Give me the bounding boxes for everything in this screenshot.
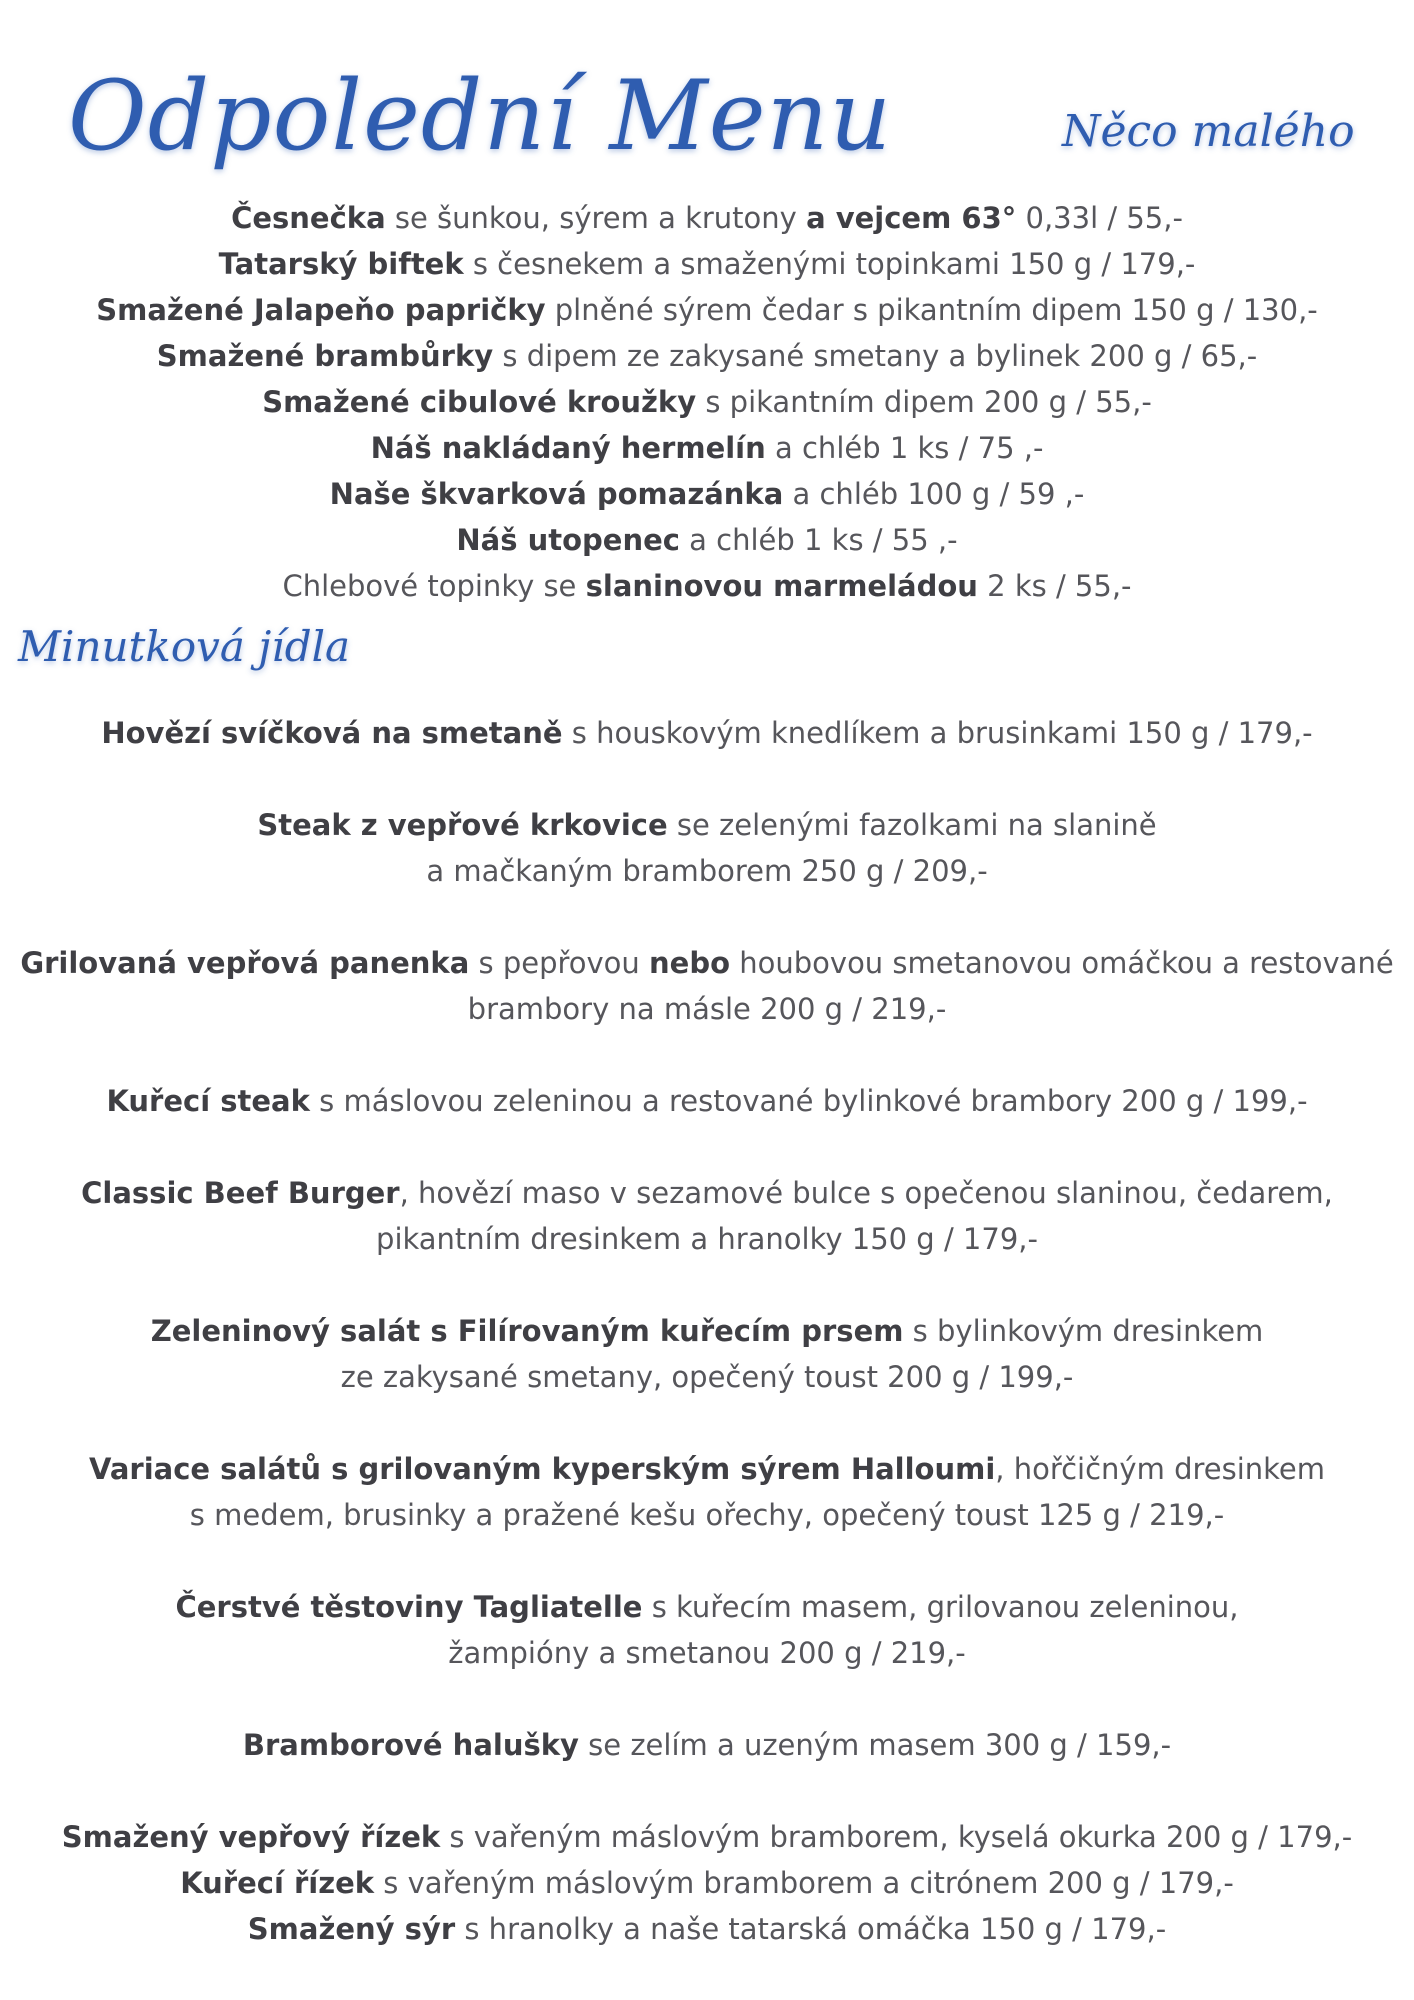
dish-description: s bylinkovým dresinkem	[903, 1314, 1264, 1348]
dish-description: s pikantním dipem 200 g / 55,-	[696, 385, 1152, 419]
quick-dish-line	[0, 1906, 1414, 1952]
dish-name: a vejcem 63°	[806, 201, 1017, 235]
dish-name: Bramborové halušky	[242, 1728, 579, 1762]
small-dish-line	[0, 333, 1414, 379]
small-dish-line	[0, 425, 1414, 471]
quick-dish-line	[0, 1630, 1414, 1676]
dish-description: s dipem ze zakysané smetany a bylinek 200 g / 65,-	[493, 339, 1258, 373]
dish-name: Smažené cibulové kroužky	[262, 385, 697, 419]
dish-description: Chlebové topinky se	[282, 569, 586, 603]
dish-description: ze zakysané smetany, opečený toust 200 g / 199,-	[340, 1360, 1074, 1394]
quick-dish-line	[0, 986, 1414, 1032]
dish-name: Tatarský biftek	[218, 247, 464, 281]
dish-description: s česnekem a smaženými topinkami 150 g / 179,-	[463, 247, 1196, 281]
dish-description: se šunkou, sýrem a krutony	[385, 201, 807, 235]
dish-description: houbovou smetanovou omáčkou a restované	[730, 946, 1394, 980]
quick-dish-line	[0, 1308, 1414, 1354]
dish-name: Hovězí svíčková na smetaně	[101, 716, 563, 750]
quick-dish-line	[0, 710, 1414, 756]
dish-description: s hranolky a naše tatarská omáčka 150 g / 179,-	[455, 1912, 1167, 1946]
quick-dish-line	[0, 1354, 1414, 1400]
dish-description: se zelenými fazolkami na slanině	[667, 808, 1157, 842]
small-dish-line	[0, 287, 1414, 333]
dish-description: 2 ks / 55,-	[977, 569, 1132, 603]
dish-description: žampióny a smetanou 200 g / 219,-	[448, 1636, 966, 1670]
quick-dish-line	[0, 1446, 1414, 1492]
dish-description: a chléb 1 ks / 75 ,-	[765, 431, 1044, 465]
small-dish-line	[0, 379, 1414, 425]
dish-description: a mačkaným bramborem 250 g / 209,-	[426, 854, 988, 888]
dish-name: Smažené brambůrky	[156, 339, 494, 373]
small-dish-line	[0, 195, 1414, 241]
dish-description: , hořčičným dresinkem	[995, 1452, 1325, 1486]
dish-description: 0,33l / 55,-	[1016, 201, 1183, 235]
dish-description: a chléb 1 ks / 55 ,-	[679, 523, 958, 557]
dish-name: Variace salátů s grilovaným kyperským sýrem Halloumi	[88, 1452, 996, 1486]
dish-description: a chléb 100 g / 59 ,-	[783, 477, 1085, 511]
dish-name: Česnečka	[231, 201, 386, 235]
small-dish-line	[0, 563, 1414, 609]
quick-dish-line	[0, 1722, 1414, 1768]
dish-name: Smažené Jalapeňo papričky	[96, 293, 546, 327]
dish-description: brambory na másle 200 g / 219,-	[467, 992, 947, 1026]
small-dish-line	[0, 471, 1414, 517]
dish-description: s pepřovou	[469, 946, 650, 980]
small-dish-line	[0, 517, 1414, 563]
quick-dish-line	[0, 1860, 1414, 1906]
dish-name: Čerstvé těstoviny Tagliatelle	[175, 1590, 643, 1624]
dish-description: s houskovým knedlíkem a brusinkami 150 g / 179,-	[562, 716, 1313, 750]
section-heading-quick-dishes: Minutková jídla	[18, 622, 351, 671]
dish-description: s medem, brusinky a pražené kešu ořechy, opečený toust 125 g / 219,-	[189, 1498, 1225, 1532]
dish-name: Smažený vepřový řízek	[61, 1820, 441, 1854]
dish-description: pikantním dresinkem a hranolky 150 g / 179,-	[376, 1222, 1038, 1256]
dish-description: s vařeným máslovým bramborem a citrónem 200 g / 179,-	[374, 1866, 1234, 1900]
quick-dish-line	[0, 1492, 1414, 1538]
dish-description: plněné sýrem čedar s pikantním dipem 150 g / 130,-	[545, 293, 1318, 327]
dish-description: se zelím a uzeným masem 300 g / 159,-	[578, 1728, 1172, 1762]
dish-name: nebo	[649, 946, 731, 980]
menu-title: Odpolední Menu	[68, 60, 893, 172]
quick-dish-line	[0, 1814, 1414, 1860]
quick-dish-line	[0, 802, 1414, 848]
quick-dish-line	[0, 1078, 1414, 1124]
dish-name: Grilovaná vepřová panenka	[20, 946, 470, 980]
section-heading-small-dishes: Něco malého	[1062, 106, 1355, 157]
small-dish-line	[0, 241, 1414, 287]
dish-name: Classic Beef Burger	[81, 1176, 400, 1210]
dish-name: Náš utopenec	[456, 523, 680, 557]
dish-name: Steak z vepřové krkovice	[257, 808, 668, 842]
dish-name: Kuřecí steak	[106, 1084, 310, 1118]
dish-name: slaninovou marmeládou	[585, 569, 978, 603]
dish-name: Naše škvarková pomazánka	[329, 477, 784, 511]
quick-dish-line	[0, 1170, 1414, 1216]
quick-dish-line	[0, 940, 1414, 986]
quick-dish-line	[0, 848, 1414, 894]
dish-description: s máslovou zeleninou a restované bylinkové brambory 200 g / 199,-	[309, 1084, 1308, 1118]
quick-dish-line	[0, 1584, 1414, 1630]
dish-name: Smažený sýr	[247, 1912, 456, 1946]
dish-description: s kuřecím masem, grilovanou zeleninou,	[642, 1590, 1239, 1624]
quick-dish-line	[0, 1216, 1414, 1262]
dish-description: s vařeným máslovým bramborem, kyselá okurka 200 g / 179,-	[440, 1820, 1353, 1854]
dish-name: Náš nakládaný hermelín	[370, 431, 766, 465]
dish-name: Zeleninový salát s Filírovaným kuřecím prsem	[150, 1314, 904, 1348]
dish-name: Kuřecí řízek	[180, 1866, 375, 1900]
dish-description: , hovězí maso v sezamové bulce s opečenou slaninou, čedarem,	[399, 1176, 1333, 1210]
